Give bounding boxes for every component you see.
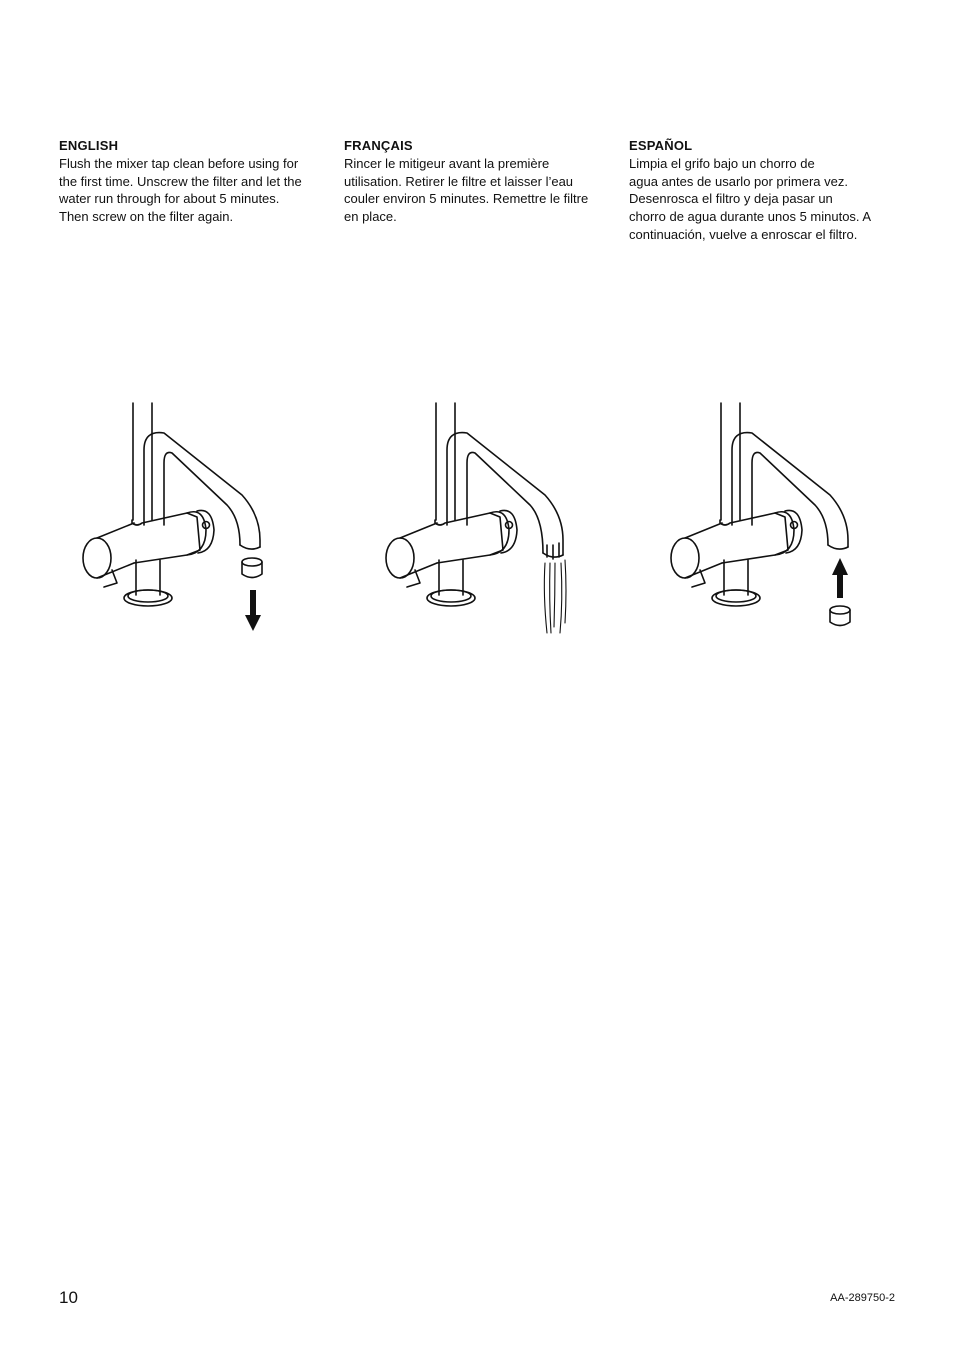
section-spanish (629, 137, 904, 244)
section-heading: ESPAÑOL (629, 138, 693, 153)
section-heading: ENGLISH (59, 138, 119, 153)
section-body: Limpia el grifo bajo un chorro de agua antes de usarlo por primera vez. Desenrosca el filtro y deja pasar un chorro de agua durante unos 5 minutos. A continuación, vuelve a enroscar el filtro. (629, 155, 872, 242)
faucet-filter-removed-icon (72, 395, 292, 645)
section-french (344, 137, 614, 226)
faucet-filter-reattach-icon (660, 395, 880, 645)
page-number: 10 (59, 1288, 78, 1307)
section-body: Flush the mixer tap clean before using for the first time. Unscrew the filter and let the water run through for about 5 minutes. Then screw on the filter again. (59, 155, 302, 225)
document-code: AA-289750-2 (830, 1292, 895, 1304)
faucet-water-running-icon (375, 395, 595, 645)
section-body: Rincer le mitigeur avant la première utilisation. Retirer le filtre et laisser l’eau couler environ 5 minutes. Remettre le filtre en place. (344, 155, 589, 225)
section-english (59, 137, 329, 226)
section-heading: FRANÇAIS (344, 138, 413, 153)
